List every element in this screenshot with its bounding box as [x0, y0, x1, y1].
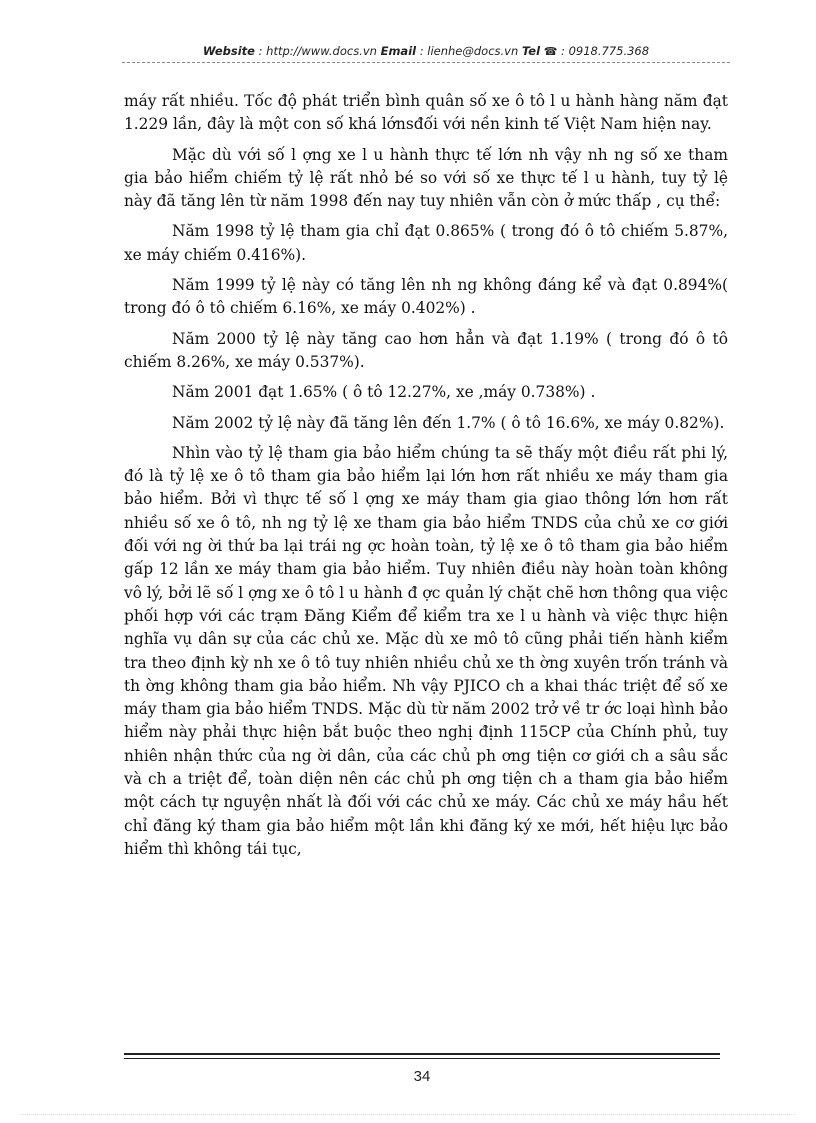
phone-icon: ☎ [543, 45, 558, 58]
document-body [124, 90, 728, 868]
header-divider [122, 62, 730, 63]
body-paragraph: Năm 2000 tỷ lệ này tăng cao hơn hẳn và đạt 1.19% ( trong đó ô tô chiếm 8.26%, xe máy 0.537%). [124, 329, 728, 371]
footer-divider-thin [124, 1058, 720, 1059]
body-paragraph: Năm 1999 tỷ lệ này có tăng lên nh ng không đáng kể và đạt 0.894%( trong đó ô tô chiếm 6.16%, xe máy 0.402%) . [124, 276, 728, 318]
footer-divider-thick [124, 1053, 720, 1055]
page-header [124, 44, 728, 58]
body-paragraph: Năm 1998 tỷ lệ tham gia chỉ đạt 0.865% ( trong đó ô tô chiếm 5.87%, xe máy chiếm 0.416%). [124, 222, 728, 264]
tel-label: Tel [521, 44, 541, 58]
body-paragraph: Năm 2002 tỷ lệ này đã tăng lên đến 1.7% ( ô tô 16.6%, xe máy 0.82%). [172, 413, 725, 432]
body-paragraph: Mặc dù với số l ợng xe l u hành thực tế lớn nh vậy nh ng số xe tham gia bảo hiểm chiếm tỷ lệ rất nhỏ bé so với số xe thực tế l u hành, tuy tỷ lệ này đã tăng lên từ năm 1998 đến nay tuy nhiên vẫn còn ở mức thấp , cụ thể: [124, 145, 728, 211]
website-value: : http://www.docs.vn [254, 44, 381, 58]
tel-value: : 0918.775.368 [557, 44, 650, 58]
body-paragraph: Nhìn vào tỷ lệ tham gia bảo hiểm chúng ta sẽ thấy một điều rất phi lý, đó là tỷ lệ xe ô tô tham gia bảo hiểm lại lớn hơn rất nhiều xe máy tham gia bảo hiểm. Bởi vì thực tế số l ợng xe máy tham gia giao thông lớn hơn rất nhiều số xe ô tô, nh ng tỷ lệ xe tham gia bảo hiểm TNDS của chủ xe cơ giới đối với ng ời thứ ba lại trái ng ợc hoàn toàn, tỷ lệ xe ô tô tham gia bảo hiểm gấp 12 lần xe máy tham gia bảo hiểm. Tuy nhiên điều này hoàn toàn không vô lý, bởi lẽ số l ợng xe ô tô l u hành đ ợc quản lý chặt chẽ hơn thông qua việc phối hợp với các trạm Đăng Kiểm để kiểm tra xe l u hành và việc thực hiện nghĩa vụ dân sự của các chủ xe. Mặc dù xe mô tô cũng phải tiến hành kiểm tra theo định kỳ nh xe ô tô tuy nhiên nhiều chủ xe th ờng xuyên trốn tránh và th ờng không tham gia bảo hiểm. Nh vậy PJICO ch a khai thác triệt để số xe máy tham gia bảo hiểm TNDS. Mặc dù từ năm 2002 trở về tr ớc loại hình bảo hiểm này phải thực hiện bắt buộc theo nghị định 115CP của Chính phủ, tuy nhiên nhận thức của ng ời dân, của các chủ ph ơng tiện cơ giới ch a sâu sắc và ch a triệt để, toàn diện nên các chủ ph ơng tiện ch a tham gia bảo hiểm một cách tự nguyện nhất là đối với các chủ xe máy. Các chủ xe máy hầu hết chỉ đăng ký tham gia bảo hiểm một lần khi đăng ký xe mới, hết hiệu lực bảo hiểm thì không tái tục, [124, 443, 728, 858]
body-paragraph: máy rất nhiều. Tốc độ phát triển bình quân số xe ô tô l u hành hàng năm đạt 1.229 lần, đây là một con số khá lớnsđối với nền kinh tế Việt Nam hiện nay. [124, 92, 728, 134]
page-bottom-edge [20, 1114, 796, 1115]
body-paragraph: Năm 2001 đạt 1.65% ( ô tô 12.27%, xe ,máy 0.738%) . [172, 383, 596, 402]
page-number: 34 [413, 1068, 431, 1085]
email-label: Email [380, 44, 417, 58]
email-value: : lienhe@docs.vn [416, 44, 522, 58]
website-label: Website [202, 44, 255, 58]
